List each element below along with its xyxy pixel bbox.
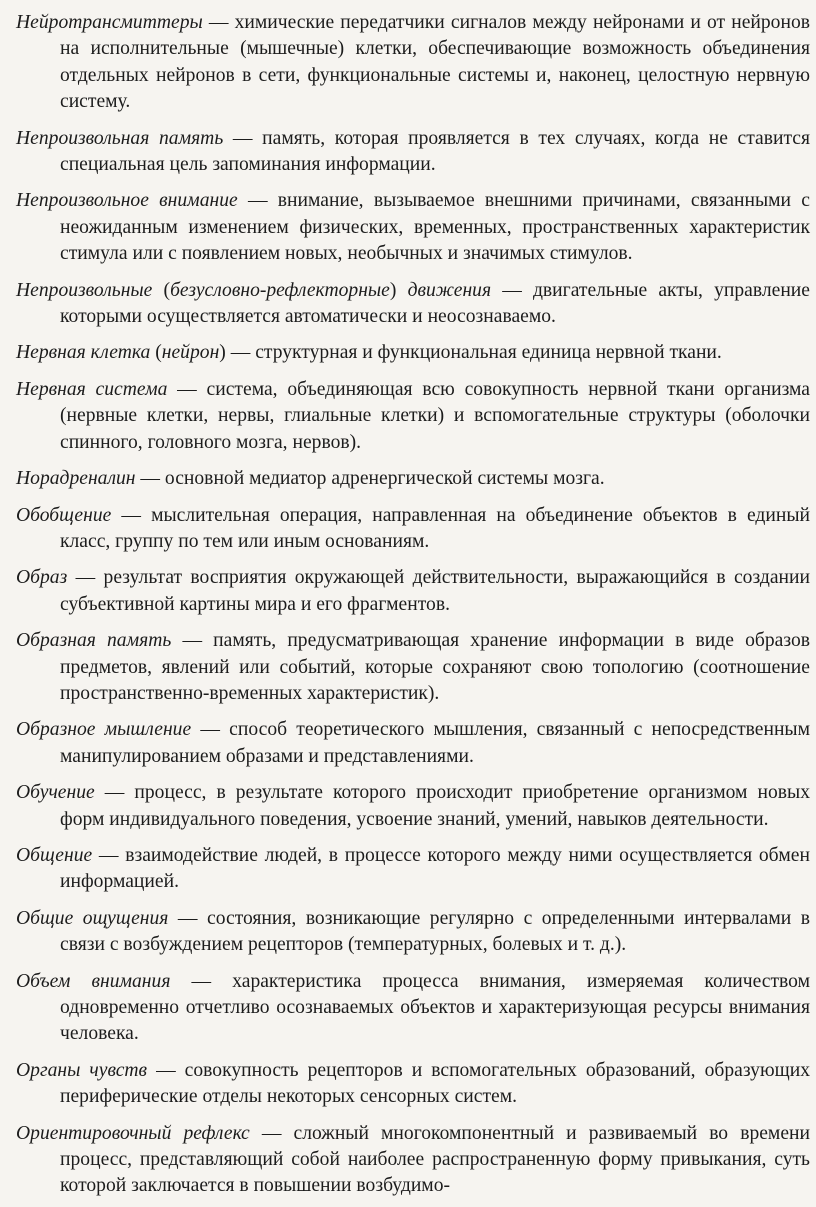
term: Непроизвольная память xyxy=(16,127,224,149)
definition-text: — мыслительная операция, направленная на объединение объектов в единый класс, группу по тем или иным основаниям. xyxy=(60,504,810,552)
definition-text: — совокупность рецепторов и вспомогательных образований, образующих периферические отделы некоторых сенсорных систем. xyxy=(60,1059,810,1108)
glossary-entry xyxy=(16,188,810,267)
definition-text: — состояния, возникающие регулярно с определенными интервалами в связи с возбуждением рецепторов (температурных, болевых и т. д.). xyxy=(60,907,810,956)
glossary-entry xyxy=(16,466,810,492)
term: Нервная клетка xyxy=(16,342,151,364)
definition-text: — химические передатчики сигналов между нейронами и от нейронов на исполнительные (мышечные) клетки, обеспечивающие возможность объединения отдельных нейронов в сети, функциональные системы и, наконец, целостную нервную систему. xyxy=(60,12,810,113)
term: Объем внимания xyxy=(16,970,171,992)
glossary-entry xyxy=(16,10,810,116)
term: Обучение xyxy=(16,782,95,804)
definition-text: — способ теоретического мышления, связанный с непосредственным манипулированием образами и представлениями. xyxy=(60,719,810,767)
definition-text: — память, предусматривающая хранение информации в виде образов предметов, явлений или событий, которые сохраняют свою топологию (соотношение пространственно-временных характеристик). xyxy=(60,630,810,704)
glossary-entry xyxy=(16,843,810,896)
term: Образная память xyxy=(16,630,172,652)
term: Общие ощущения xyxy=(16,907,169,929)
glossary-entry xyxy=(16,340,810,366)
glossary-entry xyxy=(16,565,810,618)
term: Обобщение xyxy=(16,504,112,526)
term: Непроизвольное внимание xyxy=(16,190,238,212)
term: Образ xyxy=(16,567,68,589)
glossary-entry xyxy=(16,503,810,556)
glossary-entry xyxy=(16,1121,810,1200)
glossary-entry xyxy=(16,1058,810,1111)
glossary-entry xyxy=(16,969,810,1048)
definition-text: — система, объединяющая всю совокупность нервной ткани организма (нервные клетки, нервы, глиальные клетки) и вспомогательные структуры (оболочки спинного, головного мозга, нервов). xyxy=(60,378,810,453)
definition-text: — процесс, в результате которого происходит приобретение организмом новых форм индивидуального поведения, усвоение знаний, умений, навыков деятельности. xyxy=(60,782,810,830)
glossary-entry xyxy=(16,628,810,707)
definition-text: — память, которая проявляется в тех случаях, когда не ставится специальная цель запоминания информации. xyxy=(60,127,810,176)
glossary-entry xyxy=(16,377,810,456)
definition-text: ) xyxy=(389,279,408,301)
term: движения xyxy=(407,279,492,301)
glossary-entry xyxy=(16,906,810,959)
term: Норадреналин xyxy=(16,468,136,490)
definition-text: — внимание, вызываемое внешними причинами, связанными с неожиданным изменением физических, временных, пространственных характеристик стимула или с появлением новых, необычных и значимых стимулов. xyxy=(60,190,810,265)
term: Ориентировочный рефлекс xyxy=(16,1122,250,1144)
glossary-entry xyxy=(16,278,810,331)
term: Нейротрансмиттеры xyxy=(16,12,203,33)
definition-text: — характеристика процесса внимания, измеряемая количеством одновременно отчетливо осознаваемых объектов и характеризующая ресурсы внимания человека. xyxy=(60,970,810,1045)
term: безусловно-рефлекторные xyxy=(170,279,390,301)
term: Нервная система xyxy=(16,378,168,400)
term: Органы чувств xyxy=(16,1059,148,1081)
definition-text: — основной медиатор адренергической системы мозга. xyxy=(135,468,605,490)
definition-text: — двигательные акты, управление которыми осуществляется автоматически и неосознаваемо. xyxy=(60,279,810,328)
glossary-entry xyxy=(16,126,810,179)
term: нейрон xyxy=(161,342,220,364)
term: Непроизвольные xyxy=(16,279,153,301)
glossary-entry xyxy=(16,717,810,770)
definition-text: ( xyxy=(150,342,162,364)
term: Образное мышление xyxy=(16,719,192,741)
definition-text: — результат восприятия окружающей действительности, выражающийся в создании субъективной картины мира и его фрагментов. xyxy=(60,567,810,615)
definition-text: ( xyxy=(152,279,171,301)
definition-text: ) — структурная и функциональная единица нервной ткани. xyxy=(219,342,722,364)
glossary-entry xyxy=(16,780,810,833)
term: Общение xyxy=(16,844,93,866)
definition-text: — взаимодействие людей, в процессе которого между ними осуществляется обмен информацией. xyxy=(60,844,810,893)
definition-text: — сложный многокомпонентный и развиваемый во времени процесс, представляющий собой наиболее распространенную форму привыкания, суть которой заключается в повышении возбудимо- xyxy=(60,1122,811,1197)
